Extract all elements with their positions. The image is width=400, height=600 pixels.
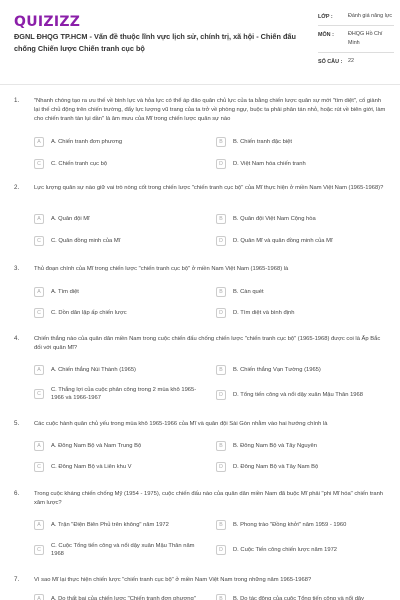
answer-option[interactable]: B B. Chiến tranh đặc biệt — [216, 137, 388, 147]
option-letter-box: A — [34, 365, 44, 375]
answer-option[interactable]: C C. Quân đồng minh của Mĩ — [34, 236, 206, 246]
question-text: "Nhanh chóng tạo ra ưu thế về binh lực và hỏa lực có thể áp đảo quân chủ lực của ta bằng chiến lược quân sự mới "tìm diệt", cố giành lại thế chủ động trên chiến trường, đẩy lực lượng vũ trang của ta trở về phòng ngự, buộc ta phải phân tán nhỏ, hoặc rút về biên giới, làm cho chiến tranh tàn lụi dần" là âm mưu của Mĩ trong chiến lược quân sự nào — [34, 98, 386, 122]
question-text: Các cuộc hành quân chủ yếu trong mùa khô 1965-1966 của Mĩ và quân đội Sài Gòn nhằm vào hai hướng chính là — [34, 421, 328, 427]
worksheet-title: ĐGNL ĐHQG TP.HCM - Vấn đề thuộc lĩnh vực lịch sử, chính trị, xã hội - Chiến đấu chống Chiến lược Chiến tranh cục bộ — [14, 32, 296, 53]
option-letter-box: C — [34, 159, 44, 169]
option-letter-box: A — [34, 520, 44, 530]
option-letter-box: D — [216, 390, 226, 400]
option-letter-box: B — [216, 594, 226, 600]
option-letter-box: B — [216, 214, 226, 224]
answer-option[interactable]: B B. Do tác động của cuộc Tổng tiến công và nổi dậy — [216, 594, 388, 600]
question-3 — [14, 265, 390, 325]
answer-option[interactable]: A A. Trận "Điện Biên Phủ trên không" năm 1972 — [34, 520, 206, 530]
question-text: Lực lượng quân sự nào giữ vai trò nòng cốt trong chiến lược "chiến tranh cục bộ" của Mĩ thực hiện ở miền Nam Việt Nam (1965-1968)? — [34, 185, 384, 191]
question-text: Thủ đoạn chính của Mĩ trong chiến lược "chiến tranh cục bộ" ở miền Nam Việt Nam (1965-1968) là — [34, 266, 289, 272]
answer-option[interactable]: D D. Tổng tiến công và nổi dậy xuân Mậu Thân 1968 — [216, 390, 388, 400]
option-letter-box: D — [216, 236, 226, 246]
answer-option[interactable]: C C. Đông Nam Bộ và Liên khu V — [34, 462, 206, 472]
option-letter-box: B — [216, 441, 226, 451]
option-letter-box: C — [34, 389, 44, 399]
meta-divider — [318, 25, 394, 26]
question-4 — [14, 335, 390, 411]
question-number: 1. — [14, 97, 20, 104]
question-number: 7. — [14, 576, 20, 583]
answer-option[interactable]: D D. Tìm diệt và bình định — [216, 308, 388, 318]
option-letter-box: D — [216, 462, 226, 472]
answer-option[interactable]: B B. Chiến thắng Vạn Tường (1965) — [216, 365, 388, 375]
option-letter-box: C — [34, 545, 44, 555]
question-number: 2. — [14, 184, 20, 191]
answer-option[interactable]: C C. Chiến tranh cục bộ — [34, 159, 206, 169]
worksheet-meta — [318, 12, 394, 70]
option-letter-box: B — [216, 520, 226, 530]
question-number: 3. — [14, 265, 20, 272]
answer-option[interactable]: D D. Quân Mĩ và quân đồng minh của Mĩ — [216, 236, 388, 246]
answer-option[interactable]: B B. Phong trào "Đồng khởi" năm 1959 - 1960 — [216, 520, 388, 530]
answer-option[interactable]: D D. Việt Nam hóa chiến tranh — [216, 159, 388, 169]
question-7 — [14, 576, 390, 600]
option-letter-box: D — [216, 545, 226, 555]
option-letter-box: D — [216, 308, 226, 318]
answer-option[interactable]: D D. Đông Nam Bộ và Tây Nam Bộ — [216, 462, 388, 472]
question-2 — [14, 184, 390, 254]
question-text: Chiến thắng nào của quân dân miền Nam trong cuộc chiến đấu chống chiến lược "chiến tranh cục bộ" (1965-1968) được coi là Ấp Bắc đối với quân Mĩ? — [34, 336, 381, 351]
answer-option[interactable]: A A. Tìm diệt — [34, 287, 206, 297]
question-5 — [14, 420, 390, 480]
option-letter-box: C — [34, 308, 44, 318]
answer-option[interactable]: D D. Cuộc Tiến công chiến lược năm 1972 — [216, 545, 388, 555]
meta-class: LỚP : Đánh giá năng lực — [318, 13, 393, 20]
option-letter-box: C — [34, 462, 44, 472]
worksheet-header — [0, 0, 400, 90]
meta-subject: MÔN : ĐHQG Hồ Chí Minh — [318, 31, 383, 46]
question-6 — [14, 490, 390, 568]
option-letter-box: A — [34, 594, 44, 600]
meta-divider — [318, 52, 394, 53]
header-divider — [0, 84, 400, 85]
option-letter-box: A — [34, 287, 44, 297]
option-letter-box: A — [34, 441, 44, 451]
option-letter-box: A — [34, 137, 44, 147]
answer-option[interactable]: C C. Dồn dân lập ấp chiến lược — [34, 308, 206, 318]
answer-option[interactable]: A A. Đông Nam Bộ và Nam Trung Bộ — [34, 441, 206, 451]
question-number: 5. — [14, 420, 20, 427]
answer-option[interactable]: A A. Do thất bại của chiến lược "Chiến tranh đơn phương" — [34, 594, 206, 600]
option-letter-box: D — [216, 159, 226, 169]
answer-option[interactable]: B B. Đông Nam Bộ và Tây Nguyên — [216, 441, 388, 451]
answer-option[interactable]: A A. Chiến thắng Núi Thành (1965) — [34, 365, 206, 375]
answer-option[interactable]: B B. Quân đội Việt Nam Cộng hòa — [216, 214, 388, 224]
answer-option[interactable]: C C. Thắng lợi của cuộc phản công trong 2 mùa khô 1965-1966 và 1966-1967 — [34, 386, 206, 402]
option-letter-box: B — [216, 287, 226, 297]
answer-option[interactable]: C C. Cuộc Tổng tiến công và nổi dậy xuân Mậu Thân năm 1968 — [34, 542, 206, 558]
quizizz-logo: QUIZIZZ — [14, 14, 81, 30]
option-letter-box: A — [34, 214, 44, 224]
question-text: Vì sao Mĩ lại thực hiện chiến lược "chiến tranh cục bộ" ở miền Nam Việt Nam trong những năm 1965-1968? — [34, 577, 312, 583]
question-1 — [14, 97, 390, 177]
answer-option[interactable]: A A. Quân đội Mĩ — [34, 214, 206, 224]
answer-option[interactable]: B B. Càn quét — [216, 287, 388, 297]
question-number: 6. — [14, 490, 20, 497]
answer-option[interactable]: A A. Chiến tranh đơn phương — [34, 137, 206, 147]
question-text: Trong cuộc kháng chiến chống Mỹ (1954 - 1975), cuộc chiến đấu nào của quân dân miền Nam đã buộc Mĩ phải "phi Mĩ hóa" chiến tranh xâm lược? — [34, 491, 384, 506]
option-letter-box: B — [216, 365, 226, 375]
option-letter-box: B — [216, 137, 226, 147]
meta-question-count: SỐ CÂU : 22 — [318, 58, 354, 65]
question-number: 4. — [14, 335, 20, 342]
option-letter-box: C — [34, 236, 44, 246]
